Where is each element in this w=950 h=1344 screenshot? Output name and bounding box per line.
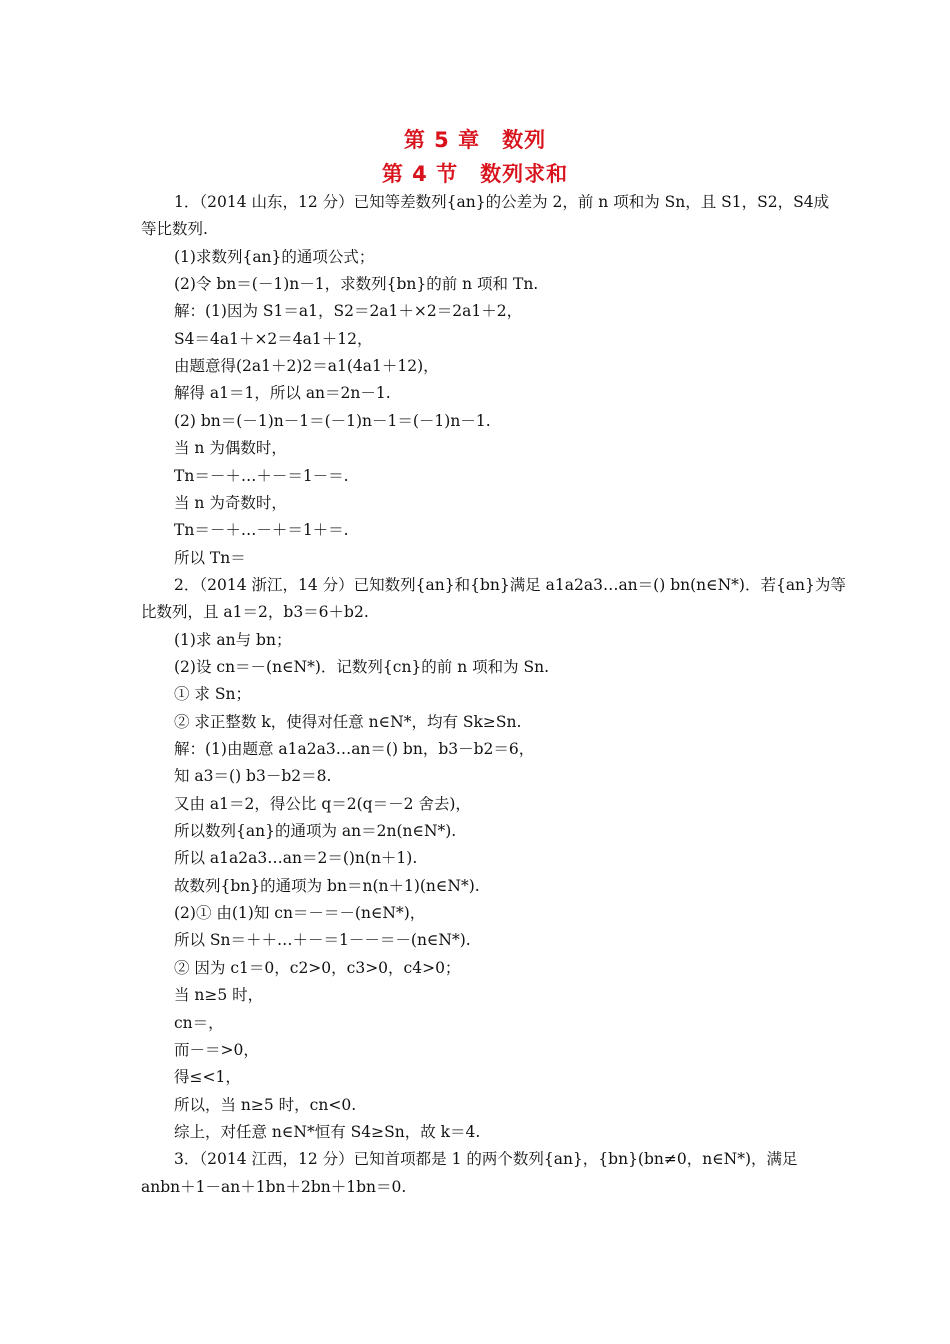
text-line: (2)① 由(1)知 cn＝－＝－(n∈N*)， <box>174 904 426 923</box>
text-line: 所以，当 n≥5 时，cn<0. <box>174 1095 357 1114</box>
text-line: Tn＝－＋…＋－＝1－＝. <box>174 466 349 485</box>
text-line: 而－＝>0， <box>174 1040 259 1059</box>
text-line: 所以 Sn＝＋＋…＋－＝1－－＝－(n∈N*). <box>174 931 471 950</box>
text-line: ② 求正整数 k，使得对任意 n∈N*，均有 Sk≥Sn. <box>174 712 522 731</box>
text-line: cn＝， <box>174 1013 224 1032</box>
text-line: anbn＋1－an＋1bn＋2bn＋1bn＝0. <box>141 1177 407 1196</box>
text-line: 当 n≥5 时， <box>174 986 264 1005</box>
text-line: 比数列，且 a1＝2，b3＝6＋b2. <box>141 603 369 622</box>
text-line: 解得 a1＝1，所以 an＝2n－1. <box>174 384 391 403</box>
text-line: (1)求数列{an}的通项公式； <box>174 247 375 266</box>
text-line: 所以 a1a2a3…an＝2＝()n(n＋1). <box>174 849 418 868</box>
text-line: (2)令 bn＝(－1)n－1，求数列{bn}的前 n 项和 Tn. <box>174 275 539 294</box>
chapter-title: 第 5 章 数列 <box>403 128 547 152</box>
text-line: ② 因为 c1＝0，c2>0，c3>0，c4>0； <box>174 958 461 977</box>
text-line: ① 求 Sn； <box>174 685 251 704</box>
text-line: 知 a3＝() b3－b2＝8. <box>174 767 332 786</box>
text-line: 由题意得(2a1＋2)2＝a1(4a1＋12)， <box>174 357 439 376</box>
text-line: Tn＝－＋…－＋＝1＋＝. <box>174 521 349 540</box>
text-line: 解：(1)由题意 a1a2a3…an＝() bn，b3－b2＝6， <box>174 740 535 758</box>
text-line: (2) bn＝(－1)n－1＝(－1)n－1＝(－1)n－1. <box>174 411 491 430</box>
text-line: (1)求 an与 bn； <box>174 630 292 649</box>
section-title: 第 4 节 数列求和 <box>381 162 569 186</box>
text-line: 得≤<1， <box>174 1068 241 1087</box>
text-line: 当 n 为偶数时， <box>174 439 287 458</box>
text-line: 当 n 为奇数时， <box>174 493 287 512</box>
text-line: 故数列{bn}的通项为 bn＝n(n＋1)(n∈N*). <box>174 876 480 895</box>
text-line: 3．（2014 江西，12 分）已知首项都是 1 的两个数列{an}，{bn}(bn≠0，n∈N*)，满足 <box>174 1150 798 1169</box>
text-line: 所以 Tn＝ <box>174 548 246 567</box>
text-line: (2)设 cn＝－(n∈N*)．记数列{cn}的前 n 项和为 Sn. <box>174 657 550 676</box>
text-line: 解：(1)因为 S1＝a1，S2＝2a1＋×2＝2a1＋2， <box>174 302 523 321</box>
text-line: 1．（2014 山东，12 分）已知等差数列{an}的公差为 2，前 n 项和为 Sn，且 S1，S2，S4成 <box>174 193 830 211</box>
text-line: 又由 a1＝2，得公比 q＝2(q＝－2 舍去)， <box>174 794 471 813</box>
text-line: S4＝4a1＋×2＝4a1＋12， <box>174 329 373 348</box>
text-line: 所以数列{an}的通项为 an＝2n(n∈N*). <box>174 822 457 841</box>
text-line: 等比数列. <box>141 220 208 239</box>
text-line: 综上，对任意 n∈N*恒有 S4≥Sn，故 k＝4. <box>174 1122 481 1141</box>
text-line: 2．（2014 浙江，14 分）已知数列{an}和{bn}满足 a1a2a3…an＝() bn(n∈N*)．若{an}为等 <box>174 575 846 594</box>
